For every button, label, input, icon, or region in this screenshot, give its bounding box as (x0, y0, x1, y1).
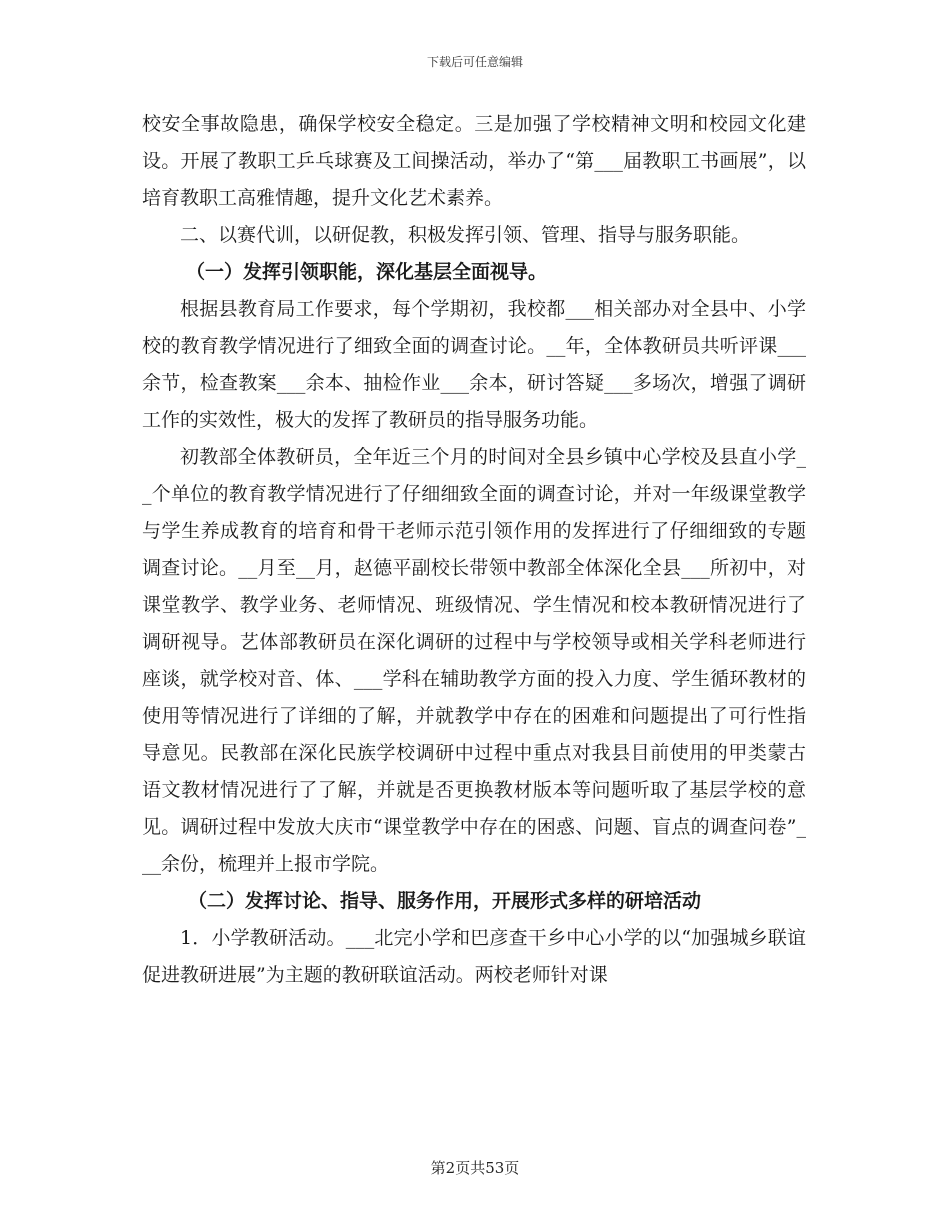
subheading-guidance: （一）发挥引领职能，深化基层全面视导。 (186, 261, 548, 283)
paragraph-department-research: 初教部全体教研员，全年近三个月的时间对全县乡镇中心学校及县直小学__个单位的教育教学情况进行了仔细细致全面的调查讨论，并对一年级课堂教学与学生养成教育的培育和骨干老师示范引领作用的发挥进行了仔细细致的专题调查讨论。__月至__月，赵德平副校长带领中教部全体深化全县___所初中，对课堂教学、教学业务、老师情况、班级情况、学生情况和校本教研情况进行了调研视导。艺体部教研员在深化调研的过程中与学校领导或相关学科老师进行座谈，就学校对音、体、___学科在辅助教学方面的投入力度、学生循环教材的使用等情况进行了详细的了解，并就教学中存在的困难和问题提出了可行性指导意见。民教部在深化民族学校调研中过程中重点对我县目前使用的甲类蒙古语文教材情况进行了了解，并就是否更换教材版本等问题听取了基层学校的意见。调研过程中发放大庆市“课堂教学中存在的困惑、问题、盲点的调查问卷”___余份，梳理并上报市学院。 (142, 446, 806, 875)
section-heading-two: 二、以赛代训，以研促教，积极发挥引领、管理、指导与服务职能。 (180, 224, 751, 246)
paragraph-safety-culture: 校安全事故隐患，确保学校安全稳定。三是加强了学校精神文明和校园文化建设。开展了教职工乒乓球赛及工间操活动，举办了“第___届教职工书画展”，以培育教职工高雅情趣，提升文化艺术素养。 (142, 113, 806, 209)
page-number: 第2页共53页 (430, 1159, 520, 1177)
document-body (142, 106, 806, 994)
paragraph-primary-activities: 1．小学教研活动。___北完小学和巴彦查干乡中心小学的以“加强城乡联谊 促进教研进展”为主题的教研联谊活动。两校老师针对课 (142, 927, 806, 986)
header-note: 下载后可任意编辑 (426, 55, 523, 69)
subheading-training-activities: （二）发挥讨论、指导、服务作用，开展形式多样的研培活动 (188, 890, 702, 912)
paragraph-county-research: 根据县教育局工作要求，每个学期初，我校都___相关部办对全县中、小学校的教育教学情况进行了细致全面的调查讨论。__年，全体教研员共听评课___余节，检查教案___余本、抽检作业___余本，研讨答疑___多场次，增强了调研工作的实效性，极大的发挥了教研员的指导服务功能。 (142, 298, 806, 431)
